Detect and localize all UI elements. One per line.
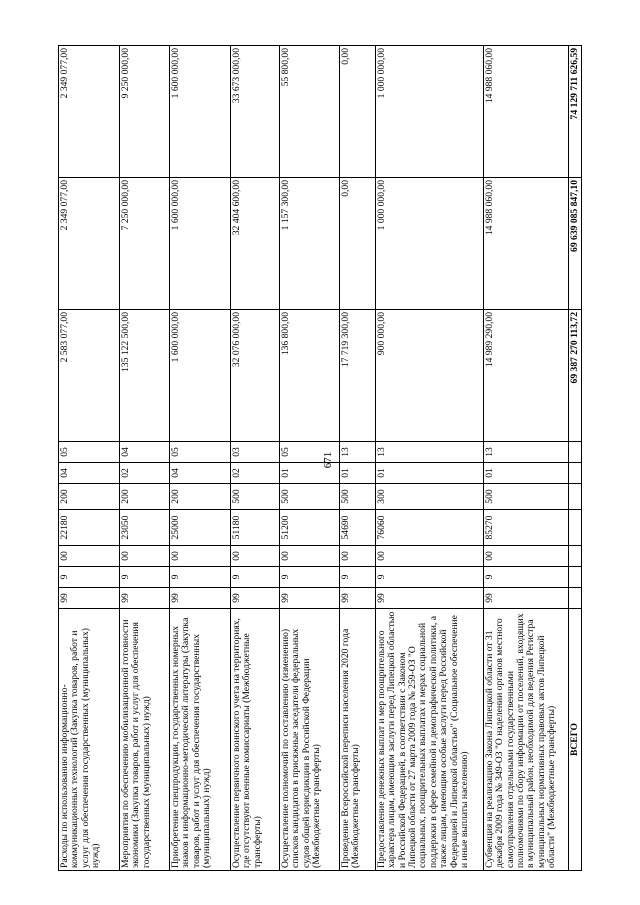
expense-type-cell: 500: [340, 484, 376, 510]
program-code-cell: 99: [170, 588, 231, 609]
section-code-cell: 02: [120, 463, 170, 484]
empty-cell: [569, 463, 582, 484]
amount-year-3: 2 349 077,00: [59, 46, 120, 178]
direction-code-cell: 22180: [59, 510, 120, 546]
rotated-table-container: [58, 46, 580, 871]
main-activity-code-cell: 00: [231, 546, 280, 567]
subprogram-code-cell: 9: [59, 567, 120, 588]
amount-year-2: 1 157 300,00: [280, 178, 340, 310]
subsection-code-cell: 05: [59, 442, 120, 463]
amount-year-1: 17 719 300,00: [340, 310, 376, 442]
subsection-code-cell: 03: [231, 442, 280, 463]
row-description: Расходы по использованию информационно-коммуникационных технологий (Закупка товаров, работ и услуг для обеспечения государственных (муниципальных) нужд): [59, 609, 120, 871]
amount-year-2: 14 988 060,00: [484, 178, 569, 310]
program-code-cell: 99: [231, 588, 280, 609]
section-code-cell: 04: [59, 463, 120, 484]
total-amount-year-3: 74 129 711 626,59: [569, 46, 582, 178]
subprogram-code-cell: 9: [231, 567, 280, 588]
subprogram-code-cell: 9: [484, 567, 569, 588]
amount-year-3: 1 000 000,00: [376, 46, 484, 178]
row-description: Мероприятия по обеспечению мобилизационной готовности экономики (Закупка товаров, работ и услуг для обеспечения государственных (муниципальных) нужд): [120, 609, 170, 871]
direction-code-cell: 54690: [340, 510, 376, 546]
empty-cell: [569, 484, 582, 510]
direction-code-cell: 23050: [120, 510, 170, 546]
row-description: Осуществление полномочий по составлению (изменению) списков кандидатов в присяжные заседатели федеральных судов общей юрисдикции в Российской Федерации (Межбюджетные трансферты): [280, 609, 340, 871]
expense-type-cell: 200: [170, 484, 231, 510]
amount-year-1: 900 000,00: [376, 310, 484, 442]
subprogram-code-cell: 9: [120, 567, 170, 588]
direction-code-cell: 76060: [376, 510, 484, 546]
amount-year-3: 0,00: [340, 46, 376, 178]
expense-type-cell: 500: [280, 484, 340, 510]
subsection-code-cell: 05: [170, 442, 231, 463]
amount-year-1: 1 600 000,00: [170, 310, 231, 442]
empty-cell: [569, 588, 582, 609]
section-code-cell: 04: [170, 463, 231, 484]
section-code-cell: 01: [484, 463, 569, 484]
table-row: [376, 46, 484, 871]
section-code-cell: 01: [340, 463, 376, 484]
subprogram-code-cell: 9: [376, 567, 484, 588]
direction-code-cell: 51200: [280, 510, 340, 546]
program-code-cell: 99: [280, 588, 340, 609]
amount-year-2: 1 600 000,00: [170, 178, 231, 310]
subsection-code-cell: 13: [340, 442, 376, 463]
main-activity-code-cell: 00: [376, 546, 484, 567]
empty-cell: [569, 442, 582, 463]
expense-type-cell: 300: [376, 484, 484, 510]
amount-year-1: 2 583 077,00: [59, 310, 120, 442]
amount-year-2: 7 250 000,00: [120, 178, 170, 310]
table-row: [120, 46, 170, 871]
amount-year-1: 135 122 500,00: [120, 310, 170, 442]
expense-type-cell: 200: [120, 484, 170, 510]
program-code-cell: 99: [376, 588, 484, 609]
program-code-cell: 99: [59, 588, 120, 609]
row-description: Осуществление первичного воинского учета на территориях, где отсутствуют военные комиссариаты (Межбюджетные трансферты): [231, 609, 280, 871]
main-activity-code-cell: 00: [59, 546, 120, 567]
direction-code-cell: 25000: [170, 510, 231, 546]
table-row: [484, 46, 569, 871]
total-label: ВСЕГО: [569, 609, 582, 871]
row-description: Субвенция на реализацию Закона Липецкой области от 31 декабря 2009 года № 349-ОЗ "О наделении органов местного самоуправления отдельными государственными полномочиями по сбору информации от поселений, входящих в муниципальный район, необходимой для ведения Регистра муниципальных нормативных правовых актов Липецкой области" (Межбюджетные трансферты): [484, 609, 569, 871]
table-row: [340, 46, 376, 871]
amount-year-1: 32 076 000,00: [231, 310, 280, 442]
direction-code-cell: 51180: [231, 510, 280, 546]
amount-year-3: 55 800,00: [280, 46, 340, 178]
main-activity-code-cell: 00: [120, 546, 170, 567]
section-code-cell: 01: [280, 463, 340, 484]
row-description: Приобретение спецпродукции, государственных номерных знаков и информационно-методической литературы (Закупка товаров, работ и услуг для обеспечения государственных (муниципальных) нужд): [170, 609, 231, 871]
empty-cell: [569, 546, 582, 567]
table-row: [280, 46, 340, 871]
row-description: Проведение Всероссийской переписи населения 2020 года (Межбюджетные трансферты): [340, 609, 376, 871]
section-code-cell: 02: [231, 463, 280, 484]
amount-year-3: 1 600 000,00: [170, 46, 231, 178]
amount-year-1: 14 989 290,00: [484, 310, 569, 442]
row-description: Предоставление денежных выплат и мер поощрительного характера лицам, имеющим заслуги перед Липецкой областью и Российской Федерацией, в соответствии с Законом Липецкой области от 27 марта 2009 года № 259-ОЗ "О социальных, поощрительных выплатах и мерах социальной поддержки в сфере семейной и демографической политики, а также лицам, имеющим особые заслуги перед Российской Федерацией и Липецкой областью" (Социальное обеспечение и иные выплаты населению): [376, 609, 484, 871]
section-code-cell: 01: [376, 463, 484, 484]
amount-year-3: 14 988 060,00: [484, 46, 569, 178]
amount-year-2: 32 404 600,00: [231, 178, 280, 310]
table-row: [170, 46, 231, 871]
program-code-cell: 99: [340, 588, 376, 609]
subsection-code-cell: 05: [280, 442, 340, 463]
amount-year-2: 1 000 000,00: [376, 178, 484, 310]
table-row: [231, 46, 280, 871]
budget-table: [58, 45, 582, 871]
amount-year-2: 0,00: [340, 178, 376, 310]
program-code-cell: 99: [484, 588, 569, 609]
program-code-cell: 99: [120, 588, 170, 609]
subprogram-code-cell: 9: [280, 567, 340, 588]
total-amount-year-2: 69 639 085 847,10: [569, 178, 582, 310]
amount-year-2: 2 349 077,00: [59, 178, 120, 310]
main-activity-code-cell: 00: [484, 546, 569, 567]
page-number: 671: [322, 451, 334, 469]
amount-year-3: 33 673 000,00: [231, 46, 280, 178]
expense-type-cell: 500: [231, 484, 280, 510]
budget-table-body: [59, 46, 582, 871]
amount-year-1: 136 800,00: [280, 310, 340, 442]
subsection-code-cell: 13: [376, 442, 484, 463]
expense-type-cell: 200: [59, 484, 120, 510]
main-activity-code-cell: 00: [340, 546, 376, 567]
amount-year-3: 9 250 000,00: [120, 46, 170, 178]
total-amount-year-1: 69 387 270 113,72: [569, 310, 582, 442]
direction-code-cell: 85270: [484, 510, 569, 546]
main-activity-code-cell: 00: [170, 546, 231, 567]
subsection-code-cell: 04: [120, 442, 170, 463]
empty-cell: [569, 567, 582, 588]
subsection-code-cell: 13: [484, 442, 569, 463]
expense-type-cell: 500: [484, 484, 569, 510]
subprogram-code-cell: 9: [340, 567, 376, 588]
table-row: [59, 46, 120, 871]
main-activity-code-cell: 00: [280, 546, 340, 567]
empty-cell: [569, 510, 582, 546]
total-row: [569, 46, 582, 871]
subprogram-code-cell: 9: [170, 567, 231, 588]
